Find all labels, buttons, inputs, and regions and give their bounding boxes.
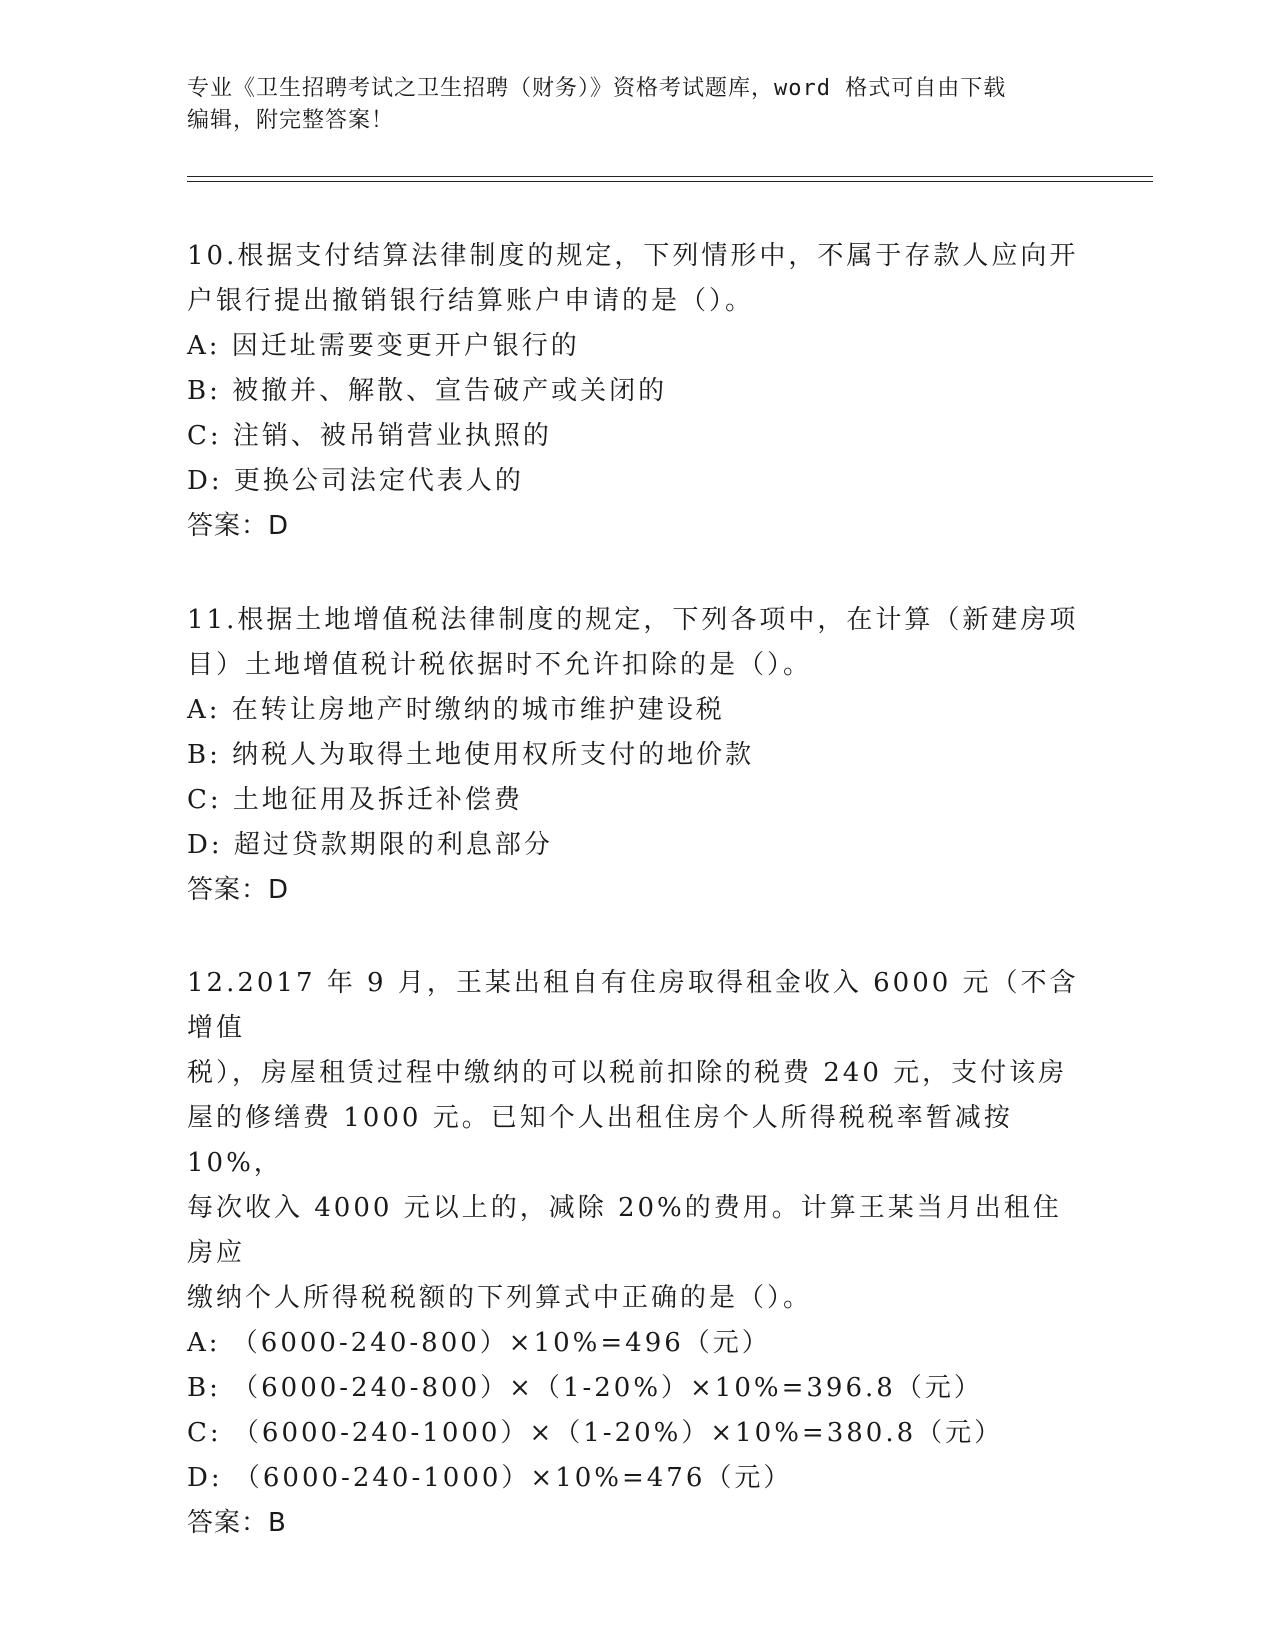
question-11 xyxy=(187,598,1087,913)
question-stem-line: 户银行提出撤销银行结算账户申请的是（）。 xyxy=(187,286,755,316)
header-line-2: 编辑，附完整答案！ xyxy=(187,108,395,133)
answer: 答案：D xyxy=(187,875,290,905)
option-d: D: 超过贷款期限的利息部分 xyxy=(187,830,553,860)
answer: 答案：B xyxy=(187,1508,287,1538)
question-10 xyxy=(187,234,1087,549)
question-stem-line: 12.2017 年 9 月，王某出租自有住房取得租金收入 6000 元（不含增值 xyxy=(187,968,1079,1043)
question-stem-line: 屋的修缮费 1000 元。已知个人出租住房个人所得税税率暂减按 10%， xyxy=(187,1103,1013,1178)
question-stem-line: 税），房屋租赁过程中缴纳的可以税前扣除的税费 240 元，支付该房 xyxy=(187,1058,1068,1088)
question-stem-line: 目）土地增值税计税依据时不允许扣除的是（）。 xyxy=(187,650,813,680)
answer: 答案：D xyxy=(187,511,290,541)
option-d: D: （6000-240-1000）×10%=476（元） xyxy=(187,1463,793,1493)
option-c: C: （6000-240-1000）×（1-20%）×10%=380.8（元） xyxy=(187,1418,1004,1448)
question-12 xyxy=(187,961,1087,1546)
question-stem-line: 缴纳个人所得税税额的下列算式中正确的是（）。 xyxy=(187,1283,813,1313)
question-stem-line: 每次收入 4000 元以上的，减除 20%的费用。计算王某当月出租住房应 xyxy=(187,1193,1062,1268)
question-stem-line: 11.根据土地增值税法律制度的规定，下列各项中，在计算（新建房项 xyxy=(187,605,1079,635)
document-header xyxy=(187,73,1087,137)
option-a: A: 因迁址需要变更开户银行的 xyxy=(187,331,580,361)
option-b: B: 纳税人为取得土地使用权所支付的地价款 xyxy=(187,740,755,770)
header-line-1: 专业《卫生招聘考试之卫生招聘（财务）》资格考试题库，word 格式可自由下载 xyxy=(187,76,1007,101)
option-b: B: （6000-240-800）×（1-20%）×10%=396.8（元） xyxy=(187,1373,983,1403)
option-a: A: 在转让房地产时缴纳的城市维护建设税 xyxy=(187,695,725,725)
option-c: C: 土地征用及拆迁补偿费 xyxy=(187,785,523,815)
option-d: D: 更换公司法定代表人的 xyxy=(187,466,524,496)
option-b: B: 被撤并、解散、宣告破产或关闭的 xyxy=(187,376,668,406)
header-rule-top xyxy=(187,176,1153,177)
option-c: C: 注销、被吊销营业执照的 xyxy=(187,421,552,451)
question-stem-line: 10.根据支付结算法律制度的规定，下列情形中，不属于存款人应向开 xyxy=(187,241,1079,271)
header-rule-bottom xyxy=(187,181,1153,182)
option-a: A: （6000-240-800）×10%=496（元） xyxy=(187,1328,771,1358)
